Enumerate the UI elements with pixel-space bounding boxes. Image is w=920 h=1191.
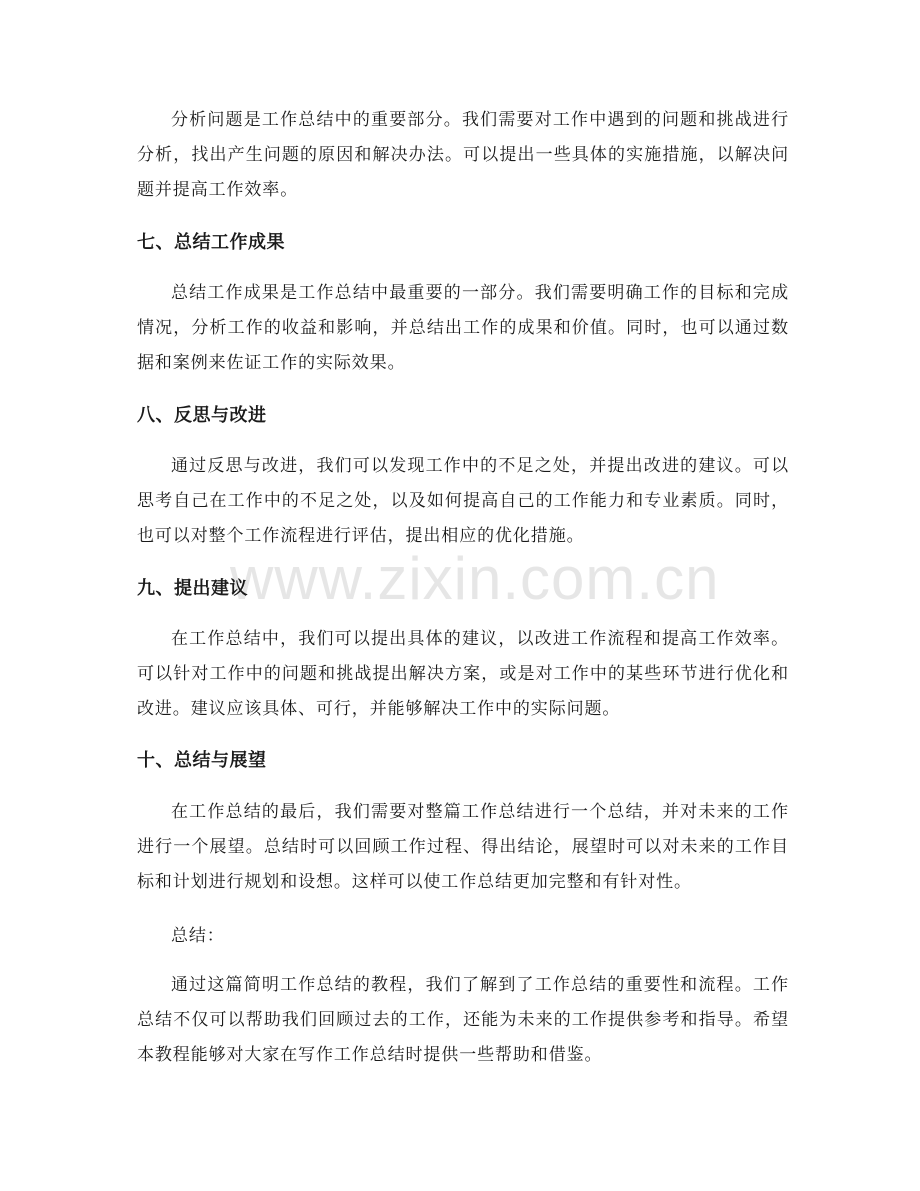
section-8-body-block xyxy=(137,449,789,554)
section-heading-9: 九、提出建议 xyxy=(137,578,248,599)
section-heading-7: 七、总结工作成果 xyxy=(137,232,285,253)
section-10-body-block xyxy=(137,795,789,900)
section-10-heading-block xyxy=(137,747,789,775)
section-body-9: 在工作总结中，我们可以提出具体的建议，以改进工作流程和提高工作效率。可以针对工作中的问题和挑战提出解决方案，或是对工作中的某些环节进行优化和改进。建议应该具体、可行，并能够解决工作中的实际问题。 xyxy=(137,629,789,719)
intro-paragraph-block xyxy=(137,103,789,208)
section-7-heading-block xyxy=(137,229,789,257)
section-body-7: 总结工作成果是工作总结中最重要的一部分。我们需要明确工作的目标和完成情况，分析工作的收益和影响，并总结出工作的成果和价值。同时，也可以通过数据和案例来佐证工作的实际效果。 xyxy=(137,283,789,373)
summary-body-block xyxy=(137,968,789,1073)
section-body-10: 在工作总结的最后，我们需要对整篇工作总结进行一个总结，并对未来的工作进行一个展望。总结时可以回顾工作过程、得出结论，展望时可以对未来的工作目标和计划进行规划和设想。这样可以使工作总结更加完整和有针对性。 xyxy=(137,802,789,892)
section-heading-8: 八、反思与改进 xyxy=(137,405,267,426)
summary-label: 总结： xyxy=(171,926,225,946)
section-9-body-block xyxy=(137,622,789,727)
section-8-heading-block xyxy=(137,402,789,430)
intro-paragraph: 分析问题是工作总结中的重要部分。我们需要对工作中遇到的问题和挑战进行分析，找出产生问题的原因和解决办法。可以提出一些具体的实施措施，以解决问题并提高工作效率。 xyxy=(137,110,789,200)
section-9-heading-block xyxy=(137,575,789,603)
watermark-text: www.zixin.com.cn xyxy=(230,545,720,612)
section-7-body-block xyxy=(137,276,789,381)
summary-label-block xyxy=(137,922,789,950)
summary-body: 通过这篇简明工作总结的教程，我们了解到了工作总结的重要性和流程。工作总结不仅可以帮助我们回顾过去的工作，还能为未来的工作提供参考和指导。希望本教程能够对大家在写作工作总结时提供一些帮助和借鉴。 xyxy=(137,975,789,1065)
section-heading-10: 十、总结与展望 xyxy=(137,750,267,771)
section-body-8: 通过反思与改进，我们可以发现工作中的不足之处，并提出改进的建议。可以思考自己在工作中的不足之处，以及如何提高自己的工作能力和专业素质。同时，也可以对整个工作流程进行评估，提出相应的优化措施。 xyxy=(137,456,789,546)
